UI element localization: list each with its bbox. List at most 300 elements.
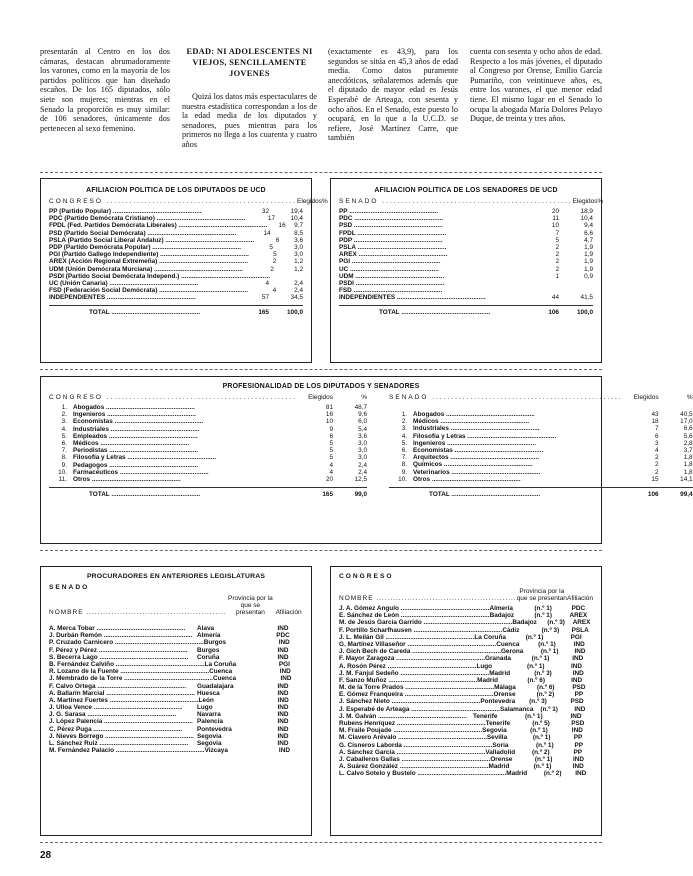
table-cell: Palencia bbox=[197, 718, 223, 726]
table-row bbox=[49, 208, 303, 215]
table-cell: FPDL (Fed. Partidos Demócrata Liberales) ..... bbox=[49, 222, 267, 229]
table-row bbox=[339, 280, 593, 287]
table-cell: 165 bbox=[258, 309, 269, 317]
table-cell: 11. bbox=[58, 475, 67, 483]
table-row bbox=[49, 237, 303, 244]
table-cell: Orense bbox=[493, 691, 516, 699]
table-profesionalidad bbox=[40, 376, 693, 544]
table-row bbox=[49, 668, 303, 675]
table-row bbox=[339, 648, 593, 655]
table-cell: PP bbox=[574, 741, 584, 749]
table-cell: 19,4 bbox=[290, 208, 303, 215]
table-cell: Granada bbox=[484, 655, 511, 663]
table-row bbox=[339, 756, 593, 763]
table-cell: IND bbox=[573, 640, 585, 648]
table-cell: C. Pérez Puga ..... bbox=[49, 726, 197, 733]
table-row bbox=[49, 418, 367, 425]
table-row bbox=[49, 440, 367, 447]
table-cell: 48,7 bbox=[354, 404, 368, 411]
table-row bbox=[49, 740, 303, 747]
table-cell: 10,4 bbox=[580, 215, 593, 223]
table-cell: 10. bbox=[58, 468, 67, 476]
table-cell bbox=[559, 287, 593, 294]
table-cell: PGI (Partido Gallego Independiente) ..... bbox=[49, 251, 249, 258]
table-cell: AREX ..... bbox=[339, 251, 523, 258]
table-row bbox=[389, 476, 693, 483]
table-cell: Tenerife bbox=[473, 712, 498, 720]
table-cell: Segovia bbox=[197, 732, 222, 740]
col-header: SENADO ..... bbox=[339, 198, 573, 205]
table-cell: Badajoz bbox=[489, 612, 515, 620]
table-row bbox=[339, 287, 593, 294]
table-cell: F. Mayor Zaragoza ..... bbox=[339, 655, 485, 662]
table-cell: IND bbox=[279, 668, 291, 676]
table-cell: 7 bbox=[555, 229, 559, 237]
table-cell: 18,9 bbox=[580, 208, 593, 215]
table-row bbox=[49, 661, 303, 668]
table-cell: Huesca bbox=[197, 689, 220, 697]
table-cell: PDP (Partido Demócrata Popular) ..... bbox=[49, 244, 241, 251]
table-cell: 4 bbox=[329, 468, 334, 476]
table-cell: PDC ..... bbox=[339, 215, 523, 222]
table-cell: 2 bbox=[555, 265, 559, 273]
col-header: Provincia por la que se presentan bbox=[516, 588, 567, 602]
table-row bbox=[49, 462, 367, 469]
table-row bbox=[389, 440, 693, 447]
table-row bbox=[339, 627, 593, 634]
table-cell: PSLA bbox=[571, 626, 589, 634]
table-total-row bbox=[339, 305, 593, 316]
table-cell: 4 bbox=[655, 446, 659, 454]
table-row bbox=[389, 433, 693, 440]
divider bbox=[40, 369, 602, 372]
table-row bbox=[49, 404, 367, 411]
table-cell: 5. bbox=[61, 432, 67, 440]
profesionalidad-congreso bbox=[49, 394, 367, 498]
table-row bbox=[49, 654, 303, 661]
table-cell: 9,7 bbox=[294, 222, 303, 230]
table-cell: (n.º 1) bbox=[540, 648, 559, 656]
table-row bbox=[49, 433, 367, 440]
table-cell: UDM (Unión Demócrata Murciana) ..... bbox=[49, 266, 243, 273]
table-cell: L. Sánchez Ruiz ..... bbox=[49, 740, 197, 747]
table-cell: 2. bbox=[401, 418, 408, 426]
table-cell: 5 bbox=[329, 447, 334, 455]
table-row bbox=[339, 727, 593, 734]
table-cell: 6 bbox=[275, 236, 280, 244]
table-cell: Burgos bbox=[197, 646, 220, 654]
table-cell: 1,2 bbox=[294, 258, 303, 266]
table-row bbox=[339, 222, 593, 229]
table-cell: 10 bbox=[551, 222, 559, 230]
table-row bbox=[339, 763, 593, 770]
table-row bbox=[49, 258, 303, 265]
table-cell: Sevilla bbox=[486, 734, 508, 742]
table-row bbox=[49, 726, 303, 733]
table-cell: TOTAL ..... bbox=[49, 491, 297, 498]
table-row bbox=[339, 770, 593, 777]
table-cell: IND bbox=[277, 625, 289, 632]
table-row bbox=[339, 691, 593, 698]
profesionalidad-senado bbox=[389, 394, 693, 498]
table-cell: 32 bbox=[261, 208, 269, 215]
table-cell: León bbox=[198, 696, 214, 704]
table-cell: IND bbox=[277, 646, 289, 654]
table-cell: AREX bbox=[569, 612, 588, 620]
table-row bbox=[389, 425, 693, 432]
table-cell: Burgos bbox=[203, 639, 227, 647]
table-cell: (n.º 1) bbox=[525, 633, 544, 641]
table-cell: Navarra bbox=[197, 711, 221, 719]
table-total-row bbox=[389, 487, 693, 498]
table-cell: PSD (Partido Social Demócrata) ..... bbox=[49, 230, 236, 237]
table-cell: 106 bbox=[548, 309, 559, 317]
table-cell: 17,0 bbox=[680, 418, 693, 426]
table-cell: 6,0 bbox=[358, 418, 368, 426]
table-row bbox=[49, 639, 303, 646]
table-cell: Economistas ..... bbox=[73, 418, 297, 425]
table-cell: Otros ..... bbox=[73, 476, 297, 483]
table-row bbox=[49, 632, 303, 639]
table-cell: IND bbox=[572, 669, 584, 677]
table-cell: 3,0 bbox=[358, 454, 368, 462]
table-title: AFILIACION POLITICA DE LOS DIPUTADOS DE UCD bbox=[86, 187, 266, 194]
table-cell: Médicos ..... bbox=[413, 418, 623, 425]
table-cell: UC ..... bbox=[339, 266, 523, 273]
section-label: CONGRESO bbox=[339, 573, 394, 580]
table-cell: 9,6 bbox=[358, 411, 368, 419]
table-cell: Tenerife bbox=[485, 720, 511, 727]
table-cell: J. Sánchez Nieto ..... bbox=[339, 698, 480, 705]
table-cell: J. Caballeros Gallas ..... bbox=[339, 756, 490, 763]
table-cell: IND bbox=[278, 639, 290, 647]
table-row bbox=[49, 230, 303, 237]
table-cell: 43 bbox=[651, 411, 659, 418]
table-cell: PDC bbox=[276, 632, 290, 640]
table-row bbox=[49, 447, 367, 454]
table-cell: (n.º 1) bbox=[538, 640, 556, 648]
table-cell: IND bbox=[572, 655, 584, 663]
col-header: NOMBRE ..... bbox=[49, 609, 227, 616]
table-row bbox=[339, 215, 593, 222]
table-cell: IND bbox=[572, 763, 584, 771]
table-cell: (n.º 1) bbox=[530, 727, 548, 735]
table-cell: E. Gómez Franqueira ..... bbox=[339, 691, 494, 698]
table-cell: Industriales ..... bbox=[73, 426, 297, 433]
table-cell: J. L. Meilán Gil ..... bbox=[339, 634, 474, 641]
table-cell: 4 bbox=[272, 287, 277, 295]
table-cell: J. Ulloa Vence ..... bbox=[49, 704, 197, 711]
table-cell: 3,6 bbox=[358, 432, 368, 440]
table-row bbox=[389, 418, 693, 425]
table-cell: Valladolid bbox=[485, 748, 516, 756]
section-label: SENADO bbox=[49, 584, 90, 591]
table-cell: 2,4 bbox=[294, 279, 303, 287]
table-row bbox=[49, 273, 303, 280]
table-cell: 2 bbox=[270, 265, 274, 273]
table-cell: PSDI ..... bbox=[339, 280, 523, 287]
table-row bbox=[339, 230, 593, 237]
table-cell: J. Membrado de la Torre ..... bbox=[49, 675, 213, 682]
table-cell: 1 bbox=[555, 272, 559, 280]
table-cell: (n.º 3) bbox=[541, 626, 560, 634]
table-cell: 6,6 bbox=[584, 229, 593, 237]
table-cell: 20 bbox=[551, 208, 559, 215]
table-row bbox=[339, 670, 593, 677]
table-row bbox=[49, 711, 303, 718]
table-cell: 4 bbox=[265, 279, 269, 287]
table-cell: 3,0 bbox=[294, 251, 303, 259]
table-cell: 17 bbox=[267, 215, 276, 223]
table-cell: IND bbox=[277, 653, 289, 661]
table-cell: 5,4 bbox=[358, 425, 368, 433]
table-cell: J. Esperabé de Arteaga ..... bbox=[339, 706, 500, 713]
table-cell: 9 bbox=[329, 425, 334, 433]
table-cell bbox=[523, 280, 559, 287]
table-cell: (n.º 2) bbox=[531, 748, 550, 756]
table-cell: PDC (Partido Demócrata Cristiano) ..... bbox=[49, 215, 245, 222]
table-cell: PP bbox=[574, 691, 584, 699]
divider bbox=[40, 842, 602, 845]
table-cell: Industriales ..... bbox=[413, 425, 623, 432]
table-cell: UDM ..... bbox=[339, 273, 523, 280]
table-cell: 81 bbox=[325, 404, 334, 411]
table-cell: Madrid bbox=[477, 676, 499, 684]
table-cell: Rubens Henríquez ..... bbox=[339, 720, 486, 727]
table-cell: PDP ..... bbox=[339, 237, 523, 244]
table-cell: (n.º 6) bbox=[527, 676, 545, 684]
table-cell: 9. bbox=[61, 461, 67, 469]
table-cell: 18 bbox=[651, 418, 659, 426]
table-row bbox=[339, 612, 593, 619]
table-cell: B. Fernández Calviño ..... bbox=[49, 661, 205, 668]
table-cell: Pontevedra bbox=[197, 725, 232, 733]
table-cell: Ingenieros ..... bbox=[73, 411, 297, 418]
table-cell: G. Cisneros Laborda ..... bbox=[339, 742, 492, 749]
table-cell: 4. bbox=[61, 425, 67, 433]
table-cell: M. Fraile Poujade ..... bbox=[339, 727, 482, 734]
table-cell: Veterinarios ..... bbox=[413, 469, 623, 476]
table-cell: 100,0 bbox=[287, 309, 303, 317]
table-cell: 106 bbox=[647, 490, 659, 498]
table-cell: 57 bbox=[261, 294, 269, 302]
table-cell: (n.º 1) bbox=[526, 662, 545, 670]
table-row bbox=[339, 266, 593, 273]
table-cell: A. Rosón Pérez ..... bbox=[339, 663, 476, 670]
table-cell: IND bbox=[570, 712, 582, 720]
table-cell: 20 bbox=[325, 475, 334, 483]
divider bbox=[40, 550, 602, 553]
table-cell: 6 bbox=[329, 432, 334, 440]
table-cell: Pedagogos ..... bbox=[73, 462, 297, 469]
table-cell: Economistas ..... bbox=[413, 447, 623, 454]
col-header: NOMBRE ..... bbox=[339, 595, 517, 602]
table-cell: (n.º 1) bbox=[536, 741, 554, 749]
table-row bbox=[49, 697, 303, 704]
table-row bbox=[339, 698, 593, 705]
col-header: % bbox=[597, 198, 604, 205]
table-cell: 7. bbox=[401, 454, 408, 462]
table-cell: 1,2 bbox=[294, 265, 303, 273]
table-cell: IND bbox=[280, 675, 292, 683]
table-cell: PGI bbox=[278, 660, 290, 668]
table-cell: 8. bbox=[61, 454, 67, 462]
table-row bbox=[49, 426, 367, 433]
table-cell: 12,5 bbox=[354, 475, 368, 483]
table-cell: IND bbox=[571, 727, 583, 735]
table-row bbox=[49, 244, 303, 251]
table-row bbox=[389, 411, 693, 418]
table-cell: 10,4 bbox=[290, 215, 303, 223]
table-cell: Almería bbox=[197, 632, 221, 640]
table-cell: M. Clavero Arévalo ..... bbox=[339, 734, 487, 741]
col-header: SENADO ..... bbox=[389, 394, 623, 401]
table-cell: 5 bbox=[329, 454, 334, 462]
table-cell: 2 bbox=[655, 454, 659, 462]
table-cell: J. López Palencia ..... bbox=[49, 718, 197, 725]
col-header: Elegidos bbox=[633, 394, 659, 401]
table-cell: Cuenca bbox=[212, 675, 237, 683]
table-cell: FPDL ..... bbox=[339, 230, 523, 237]
table-cell: Orense bbox=[490, 755, 513, 763]
table-cell: 5 bbox=[555, 236, 559, 244]
table-cell: A. Martínez Fuertes ..... bbox=[49, 697, 199, 704]
table-cell: 10. bbox=[398, 475, 408, 483]
table-cell: 9. bbox=[401, 468, 408, 476]
table-cell: PGI bbox=[570, 633, 582, 641]
col-header: CONGRESO ..... bbox=[49, 198, 297, 205]
table-cell: TOTAL ..... bbox=[389, 491, 623, 498]
table-cell: 3. bbox=[401, 425, 408, 433]
table-cell: Alava bbox=[197, 625, 215, 632]
table-cell: Abogados ..... bbox=[413, 411, 623, 418]
article-col-4: cuenta con sesenta y ocho años de edad. Respecto a los más jóvenes, el diputado al Congreso por Orense, Emilio García Pumariño, con veintinueve años, es, entre los varones, el que menor edad tiene. El mismo lugar en el Senado lo ocupa la abogada María Dolores Pelayo Duque, de treinta y tres años. bbox=[470, 47, 602, 124]
table-cell: Guadalajara bbox=[197, 682, 234, 690]
table-row bbox=[49, 647, 303, 654]
table-cell: L. Calvo Sotelo y Bustelo ..... bbox=[339, 770, 506, 777]
table-cell: J. Durbán Remón ..... bbox=[49, 632, 197, 639]
divider bbox=[40, 172, 602, 175]
table-procuradores-congreso bbox=[330, 566, 602, 836]
table-row bbox=[49, 675, 303, 682]
table-row bbox=[339, 641, 593, 648]
table-total-row bbox=[49, 487, 367, 498]
table-cell: A. Ballarín Marcial ..... bbox=[49, 690, 197, 697]
table-cell: 3,0 bbox=[358, 439, 368, 447]
table-cell: Lugo bbox=[197, 704, 213, 712]
table-cell: AREX bbox=[572, 619, 591, 627]
table-cell: IND bbox=[277, 682, 289, 690]
table-cell: (n.º 2) bbox=[543, 770, 562, 778]
table-cell: PSD ..... bbox=[339, 222, 523, 229]
article-col-2-text: Quizá los datos más espectaculares de nuestra estadística correspondan a los de la edad media de los diputados y senadores, pues mientras para los primeros no llega a los cuarenta y cuatro años bbox=[182, 92, 317, 149]
table-cell: PSLA ..... bbox=[339, 244, 523, 251]
table-cell: 5 bbox=[269, 243, 273, 251]
table-cell: Arquitectos ..... bbox=[413, 454, 623, 461]
table-cell: F. Sanzo Muñoz ..... bbox=[339, 677, 477, 684]
table-cell: IND bbox=[574, 705, 586, 713]
table-cell: 5 bbox=[273, 251, 277, 259]
table-cell: J. Nieves Borrego ..... bbox=[49, 733, 197, 740]
table-cell: 3,0 bbox=[294, 243, 303, 251]
table-body bbox=[49, 208, 303, 301]
table-cell: Empleados ..... bbox=[73, 433, 297, 440]
table-cell: (n.º 2) bbox=[536, 691, 555, 699]
table-cell: 2 bbox=[655, 468, 659, 476]
table-cell: Madrid bbox=[489, 669, 511, 677]
table-row bbox=[49, 747, 303, 754]
table-cell: 3,6 bbox=[294, 236, 303, 244]
table-cell: 2,4 bbox=[294, 287, 303, 295]
col-header: Elegidos bbox=[308, 394, 334, 401]
table-row bbox=[49, 718, 303, 725]
table-cell: INDEPENDIENTES ..... bbox=[339, 294, 523, 301]
table-cell: IND bbox=[277, 732, 289, 740]
table-cell: M. de Jesús García Garrido ..... bbox=[339, 619, 512, 626]
table-cell: TOTAL ..... bbox=[339, 309, 523, 316]
table-cell: PSLA (Partido Social Liberal Andaluz) ..... bbox=[49, 237, 254, 244]
table-cell: 14,1 bbox=[680, 475, 693, 483]
table-cell: Lugo bbox=[476, 662, 493, 670]
table-cell: 3 bbox=[655, 439, 659, 447]
table-cell: PGI ..... bbox=[339, 258, 523, 265]
table-cell: A. Merca Tobar ..... bbox=[49, 625, 197, 632]
table-row bbox=[389, 469, 693, 476]
table-cell: Gerona bbox=[500, 648, 524, 656]
table-cell: (n.º 1) bbox=[534, 612, 552, 620]
table-cell: (n.º 3) bbox=[547, 619, 565, 627]
table-cell: 2 bbox=[655, 461, 659, 469]
table-cell: 4. bbox=[401, 432, 408, 440]
table-row bbox=[339, 663, 593, 670]
table-cell: 6. bbox=[61, 439, 67, 447]
table-cell: PP bbox=[573, 734, 583, 742]
table-cell: Coruña bbox=[197, 653, 220, 661]
table-cell: M. Fernández Palacio ..... bbox=[49, 747, 205, 754]
table-row bbox=[49, 287, 303, 294]
table-cell: G. Martínez Villaseñor ..... bbox=[339, 641, 496, 648]
table-cell: Badajoz bbox=[512, 619, 537, 627]
table-cell: 16 bbox=[325, 411, 334, 419]
table-body bbox=[339, 208, 593, 301]
table-cell: Filosofía y Letras ..... bbox=[73, 454, 297, 461]
table-row bbox=[49, 280, 303, 287]
table-cell: 2 bbox=[555, 258, 559, 266]
table-cell: F. Portillo Scharfhausen ..... bbox=[339, 627, 502, 634]
table-row bbox=[49, 690, 303, 697]
table-cell: IND bbox=[572, 755, 584, 763]
table-row bbox=[339, 619, 593, 626]
col-header: Elegidos bbox=[572, 198, 598, 205]
table-cell: 7 bbox=[655, 425, 659, 433]
table-cell: 14 bbox=[263, 229, 271, 237]
table-cell: S. Becerra Lago ..... bbox=[49, 654, 197, 661]
table-cell: R. Lozano de la Fuente ..... bbox=[49, 668, 209, 675]
col-header: Afiliación bbox=[566, 595, 593, 602]
table-cell: UC (Unión Canaria) ..... bbox=[49, 280, 233, 287]
table-row bbox=[389, 454, 693, 461]
table-cell: PSD bbox=[571, 720, 585, 727]
article-col-2 bbox=[182, 46, 317, 150]
table-cell bbox=[559, 280, 593, 287]
table-cell: TOTAL ..... bbox=[49, 309, 233, 316]
table-cell: 34,5 bbox=[290, 294, 303, 302]
table-cell: P. Cruzado Carnicero ..... bbox=[49, 639, 204, 646]
table-cell: 2,8 bbox=[683, 439, 693, 447]
table-cell: PP ..... bbox=[339, 208, 523, 215]
table-procuradores-senado bbox=[40, 566, 312, 836]
table-cell: Madrid bbox=[488, 763, 510, 771]
